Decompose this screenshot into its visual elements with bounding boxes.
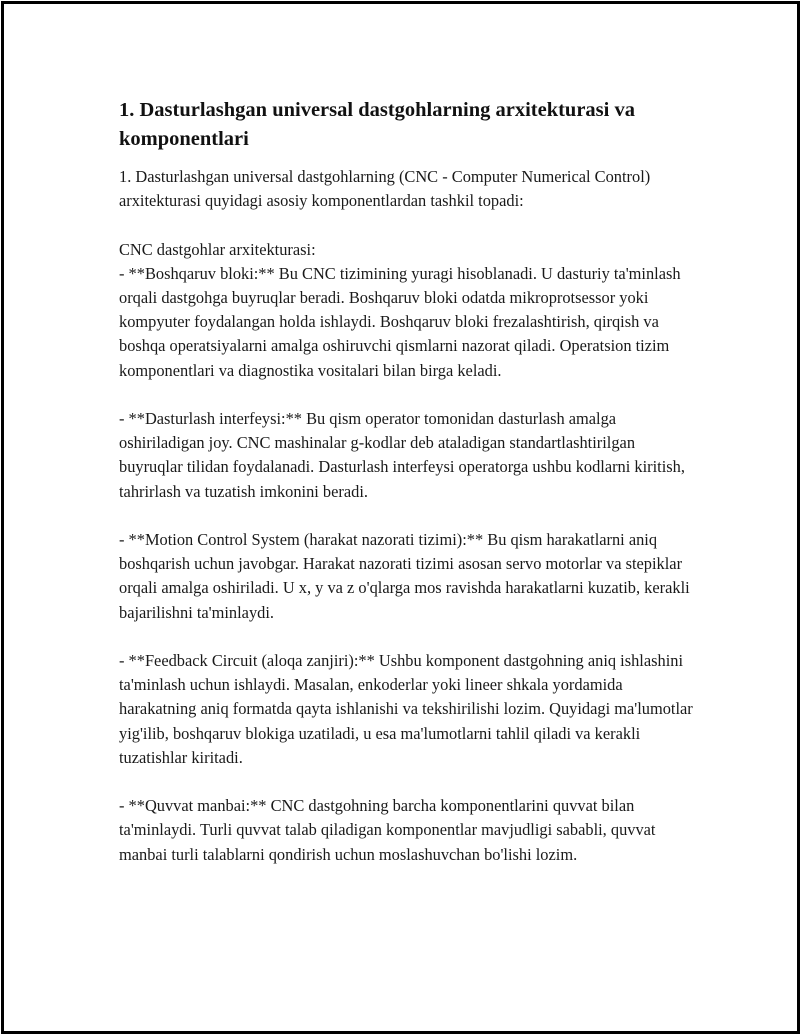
intro-paragraph: 1. Dasturlashgan universal dastgohlarning (CNC - Computer Numerical Control) arxitekturasi quyidagi asosiy komponentlardan tashkil topadi: (119, 167, 651, 211)
paragraph-gap (119, 504, 699, 528)
page-frame (1, 1, 800, 1034)
paragraph-gap (119, 383, 699, 407)
section-heading: CNC dastgohlar arxitekturasi: (119, 239, 316, 259)
list-item: - **Quvvat manbai:** CNC dastgohning barcha komponentlarini quvvat bilan ta'minlaydi. Turli quvvat talab qiladigan komponentlar mavjudligi sababli, quvvat manbai turli talablarni qondirish uchun moslashuvchan bo'lishi lozim. (119, 796, 656, 864)
document-title: 1. Dasturlashgan universal dastgohlarning arxitekturasi va komponentlari (119, 99, 635, 150)
paragraph-gap (119, 625, 699, 649)
list-item: - **Feedback Circuit (aloqa zanjiri):** Ushbu komponent dastgohning aniq ishlashini ta'minlash uchun ishlaydi. Masalan, enkoderlar yoki lineer shkala yordamida harakatning aniq formatda qayta ishlanishi va tekshirilishi lozim. Quyidagi ma'lumotlar yig'ilib, boshqaruv blokiga uzatiladi, u esa ma'lumotlarni tahlil qiladi va kerakli tuzatishlar kiritadi. (119, 651, 693, 767)
document-content (119, 96, 699, 867)
list-item: - **Boshqaruv bloki:** Bu CNC tizimining yuragi hisoblanadi. U dasturiy ta'minlash orqali dastgohga buyruqlar beradi. Boshqaruv bloki odatda mikroprotsessor yoki kompyuter foydalangan holda ishlaydi. Boshqaruv bloki frezalashtirish, qirqish va boshqa operatsiyalarni amalga oshiruvchi qismlarni nazorat qiladi. Operatsion tizim komponentlari va diagnostika vositalari bilan birga keladi. (119, 263, 681, 380)
paragraph-gap (119, 213, 699, 237)
document-body (119, 165, 699, 867)
paragraph-gap (119, 770, 699, 794)
list-item: - **Motion Control System (harakat nazorati tizimi):** Bu qism harakatlarni aniq boshqarish uchun javobgar. Harakat nazorati tizimi asosan servo motorlar va stepiklar orqali amalga oshiriladi. U x, y va z o'qlarga mos ravishda harakatlarni kuzatib, kerakli bajarilishni ta'minlaydi. (119, 530, 690, 622)
list-item: - **Dasturlash interfeysi:** Bu qism operator tomonidan dasturlash amalga oshiriladigan joy. CNC mashinalar g-kodlar deb ataladigan standartlashtirilgan buyruqlar tilidan foydalanadi. Dasturlash interfeysi operatorga ushbu kodlarni kiritish, tahrirlash va tuzatish imkonini beradi. (119, 409, 685, 501)
